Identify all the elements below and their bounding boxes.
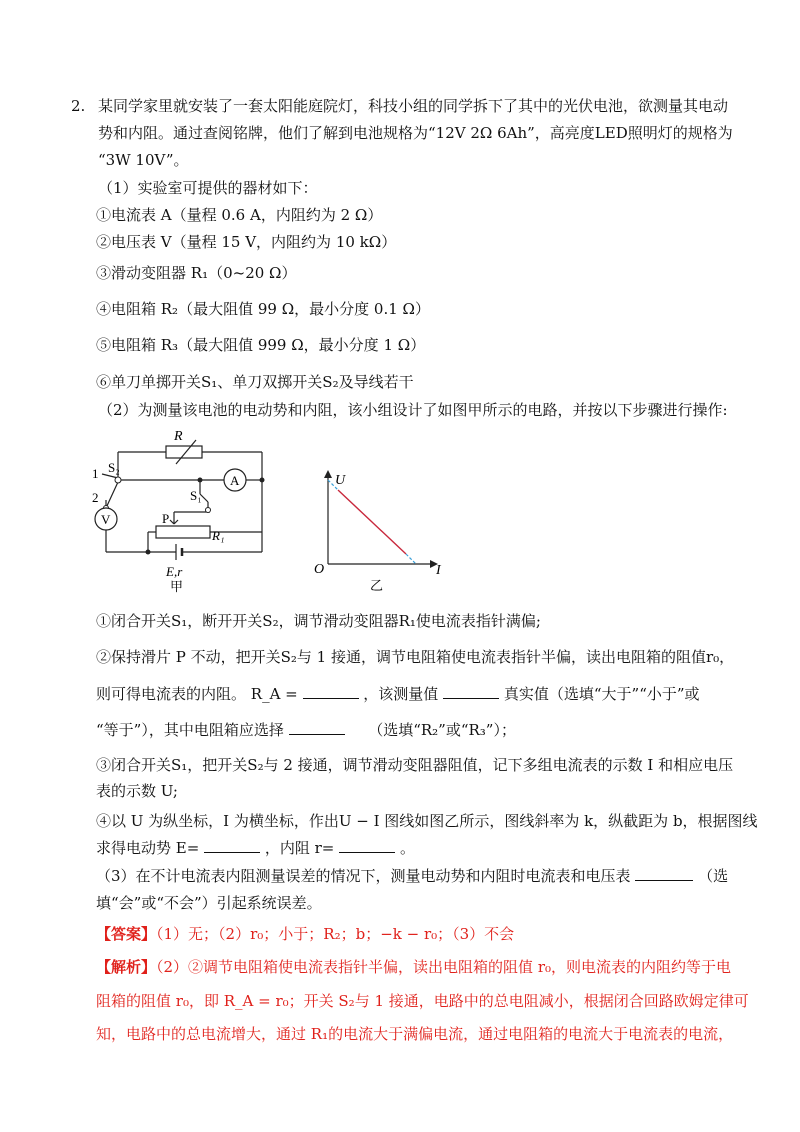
ui-graph (308, 462, 458, 602)
label-node-1: 1 (92, 466, 99, 481)
blank-r[interactable] (339, 838, 395, 853)
step-4-line-1: ④以 U 为纵坐标，I 为横坐标，作出U − I 图线如图乙所示，图线斜率为 k，纵截距为 b，根据图线 (96, 812, 758, 830)
step-4-line-2: 求得电动势 E= ，内阻 r= 。 (96, 839, 415, 857)
part3-line-2: 填“会”或“不会”）引起系统误差。 (96, 894, 322, 912)
step-1: ①闭合开关S₁，断开开关S₂，调节滑动变阻器R₁使电流表指针满偏; (96, 612, 541, 630)
intro-line-2: 势和内阻。通过查阅铭牌，他们了解到电池规格为“12V 2Ω 6Ah”，高亮度LED照明灯的规格为 (98, 124, 733, 142)
blank-RA[interactable] (303, 684, 359, 699)
axis-label-I: I (436, 563, 441, 578)
analysis-line-2: 阻箱的阻值 r₀，即 R_A = r₀；开关 S₂与 1 接通，电路中的总电阻减小，根据闭合回路欧姆定律可 (96, 992, 749, 1010)
intro-line-3: “3W 10V”。 (98, 151, 189, 169)
axis-label-U: U (335, 473, 346, 488)
step-2-line-2: 则可得电流表的内阻。 R_A = ，该测量值 真实值（选填“大于”“小于”或 (96, 685, 700, 703)
caption-jia: 甲 (170, 579, 184, 594)
blank-part3[interactable] (635, 866, 693, 881)
analysis-label: 【解析】 (96, 958, 157, 976)
equipment-item: ⑤电阻箱 R₃（最大阻值 999 Ω，最小分度 1 Ω） (96, 336, 426, 354)
intro-line-1: 某同学家里就安装了一套太阳能庭院灯，科技小组的同学拆下了其中的光伏电池，欲测量其电动 (98, 97, 729, 115)
step-2-line-1: ②保持滑片 P 不动，把开关S₂与 1 接通，调节电阻箱使电流表指针半偏，读出电阻箱的阻值r₀， (96, 648, 735, 666)
label-R: R (174, 429, 183, 444)
answer-line (96, 924, 514, 944)
blank-box-choice[interactable] (289, 720, 345, 735)
circuit-diagram (88, 428, 278, 598)
origin-label: O (314, 562, 325, 577)
part1-title: （1）实验室可提供的器材如下： (98, 179, 318, 197)
equipment-item: ①电流表 A（量程 0.6 A，内阻约为 2 Ω） (96, 206, 383, 224)
step-3-line-1: ③闭合开关S₁，把开关S₂与 2 接通，调节滑动变阻器阻值，记下多组电流表的示数 I 和相应电压 (96, 756, 734, 774)
step-2-line-3: “等于”），其中电阻箱应选择 （选填“R₂”或“R₃”）； (96, 721, 516, 739)
equipment-item: ⑥单刀单掷开关S₁、单刀双掷开关S₂及导线若干 (96, 373, 414, 391)
blank-E[interactable] (204, 838, 260, 853)
label-V: V (101, 512, 111, 527)
label-R1: R₁ (212, 528, 225, 543)
answer-text: （1）无；（2）r₀；小于；R₂；b；−k − r₀；（3）不会 (156, 925, 515, 943)
answer-label: 【答案】 (96, 925, 157, 943)
label-node-2: 2 (92, 490, 99, 505)
part3-line-1: （3）在不计电流表内阻测量误差的情况下，测量电动势和内阻时电流表和电压表 （选 (96, 867, 729, 885)
analysis-line-1: 【解析】（2）②调节电阻箱使电流表指针半偏，读出电阻箱的阻值 r₀，则电流表的内阻约等于电 (96, 958, 732, 976)
question-number: 2. (71, 97, 86, 115)
part2-title: （2）为测量该电池的电动势和内阻，该小组设计了如图甲所示的电路，并按以下步骤进行操作: (98, 401, 728, 419)
equipment-item: ②电压表 V（量程 15 V，内阻约为 10 kΩ） (96, 233, 397, 251)
blank-compare[interactable] (443, 684, 499, 699)
caption-yi: 乙 (370, 578, 384, 593)
step-3-line-2: 表的示数 U; (96, 782, 178, 800)
label-S2: S₂ (108, 460, 120, 475)
equipment-item: ③滑动变阻器 R₁（0~20 Ω） (96, 264, 297, 282)
equipment-item: ④电阻箱 R₂（最大阻值 99 Ω，最小分度 0.1 Ω） (96, 300, 430, 318)
label-Er: E,r (166, 564, 183, 579)
label-P: P (162, 511, 170, 526)
label-S1: S₁ (190, 488, 202, 503)
analysis-line-3: 知，电路中的总电流增大，通过 R₁的电流大于满偏电流，通过电阻箱的电流大于电流表的电流， (96, 1025, 734, 1043)
label-A: A (230, 473, 240, 488)
